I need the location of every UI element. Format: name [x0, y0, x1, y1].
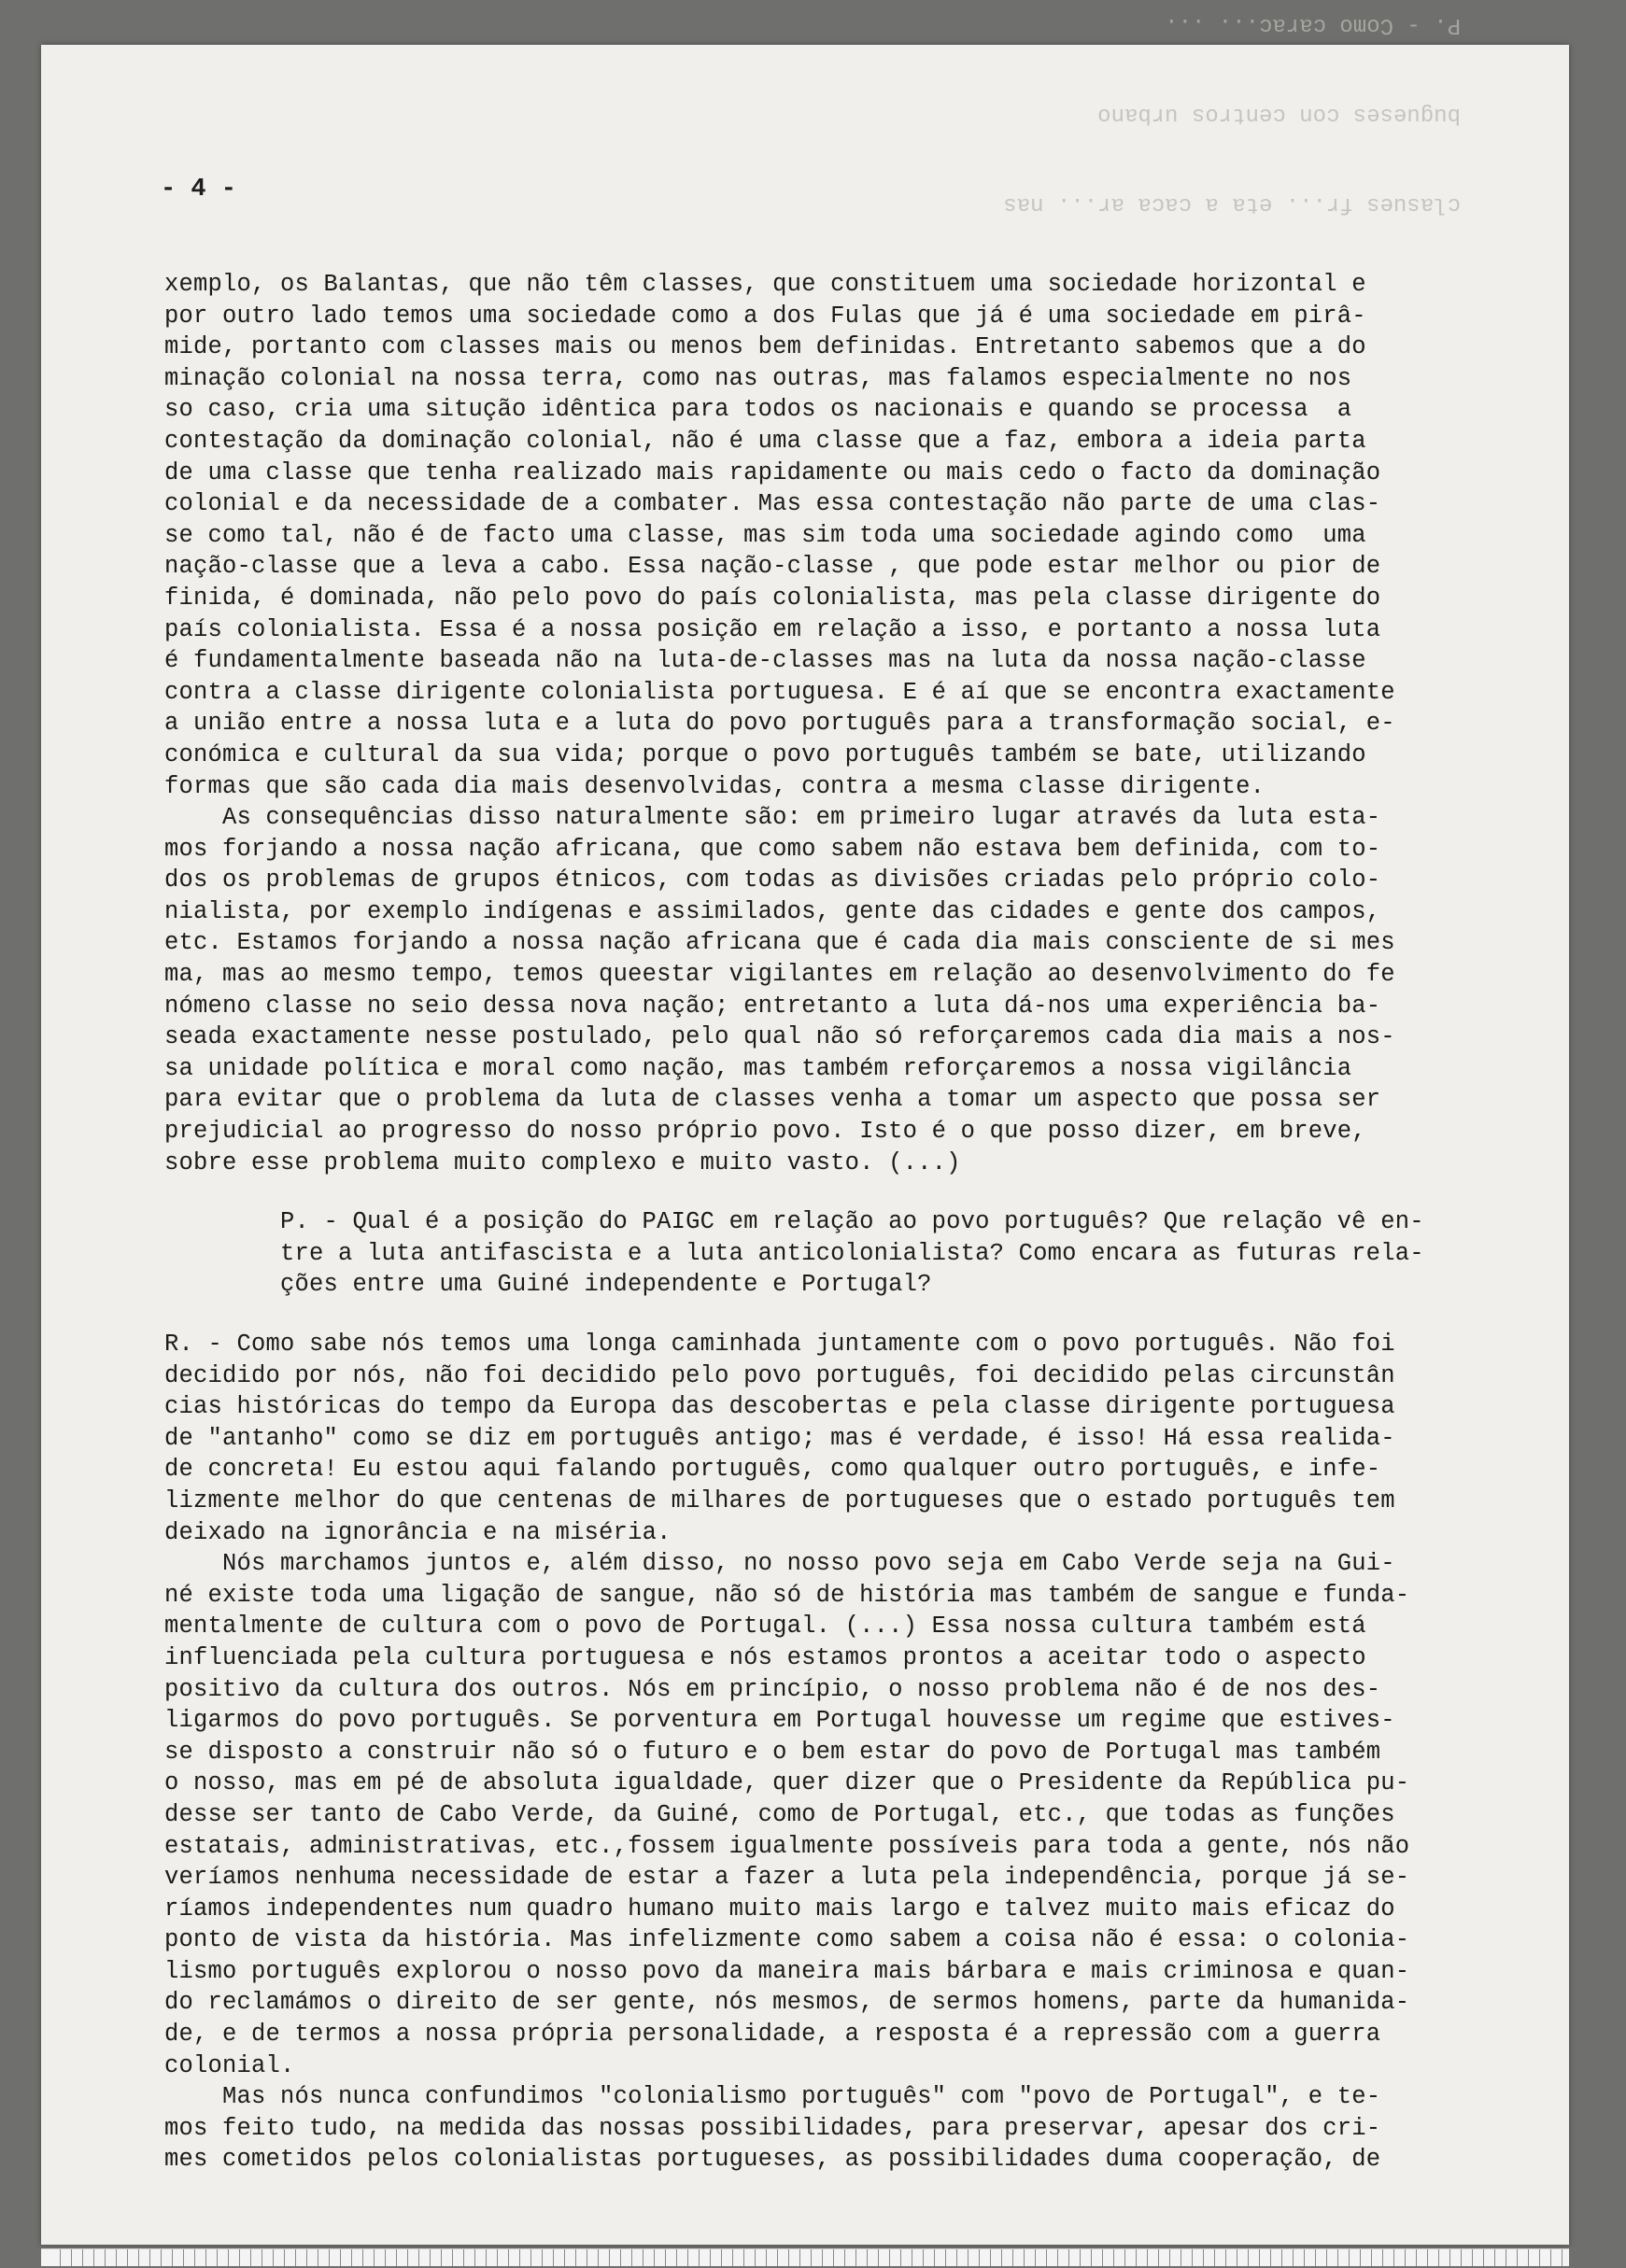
ruler-tick: [1102, 2249, 1103, 2266]
text-line: lismo português explorou o nosso povo da maneira mais bárbara e mais criminosa e quan-: [164, 1957, 1410, 1985]
answer-paragraph-2: [164, 1548, 1491, 2081]
ruler-tick: [1057, 2249, 1058, 2266]
text-line: de "antanho" como se diz em português antigo; mas é verdade, é isso! Há essa realida-: [164, 1424, 1395, 1452]
ruler-tick: [699, 2249, 700, 2266]
ruler-tick: [1147, 2249, 1148, 2266]
text-line: As consequências disso naturalmente são: em primeiro lugar através da luta esta-: [164, 804, 1381, 832]
text-line: positivo da cultura dos outros. Nós em princípio, o nosso problema não é de nos des-: [164, 1675, 1381, 1703]
ruler-tick: [273, 2249, 274, 2266]
ruler-tick: [665, 2249, 666, 2266]
ruler-tick: [777, 2249, 778, 2266]
ruler-tick: [900, 2249, 901, 2266]
text-line: contestação da dominação colonial, não é uma classe que a faz, embora a ideia parta: [164, 427, 1366, 455]
text-line: R. - Como sabe nós temos uma longa caminhada juntamente com o povo português. Não foi: [164, 1331, 1395, 1358]
ruler-tick: [609, 2249, 610, 2266]
text-line: ponto de vista da história. Mas infelizmente como sabem a coisa não é essa: o colonia-: [164, 1926, 1410, 1954]
ruler-tick: [687, 2249, 688, 2266]
ruler-tick: [945, 2249, 946, 2266]
text-line: conómica e cultural da sua vida; porque o povo português também se bate, utilizando: [164, 740, 1366, 768]
ruler-tick: [542, 2249, 543, 2266]
ruler-tick: [743, 2249, 744, 2266]
ruler-tick: [1192, 2249, 1193, 2266]
ruler-tick: [295, 2249, 296, 2266]
ruler-tick: [1315, 2249, 1316, 2266]
answer-paragraph-3: [164, 2081, 1491, 2176]
ruler-tick: [1068, 2249, 1069, 2266]
ruler-tick: [1438, 2249, 1439, 2266]
text-line: sa unidade política e moral como nação, mas também reforçaremos a nossa vigilância: [164, 1054, 1352, 1082]
ruler-tick: [228, 2249, 229, 2266]
ruler-tick: [553, 2249, 554, 2266]
ruler-tick: [1270, 2249, 1271, 2266]
page-number: - 4 -: [161, 176, 237, 204]
ruler-tick: [1539, 2249, 1540, 2266]
text-line: seada exactamente nesse postulado, pelo qual não só reforçaremos cada dia mais a nos-: [164, 1023, 1395, 1051]
ruler-tick: [463, 2249, 464, 2266]
text-line: mide, portanto com classes mais ou menos bem definidas. Entretanto sabemos que a do: [164, 333, 1366, 361]
text-line: do reclamámos o direito de ser gente, nós mesmos, de sermos homens, parte da humanida-: [164, 1989, 1410, 2017]
text-line: prejudicial ao progresso do nosso próprio povo. Isto é o que posso dizer, em breve,: [164, 1118, 1366, 1146]
ruler-tick: [486, 2249, 487, 2266]
ruler-tick: [620, 2249, 621, 2266]
ruler-tick: [598, 2249, 599, 2266]
ruler-tick: [82, 2249, 83, 2266]
ruler-tick: [452, 2249, 453, 2266]
ruler-tick: [1281, 2249, 1282, 2266]
text-line: etc. Estamos forjando a nossa nação africana que é cada dia mais consciente de si mes: [164, 929, 1395, 957]
ruler-tick: [1337, 2249, 1338, 2266]
ruler-tick: [1461, 2249, 1462, 2266]
ruler-tick: [710, 2249, 711, 2266]
ruler-tick: [990, 2249, 991, 2266]
ruler-tick: [1169, 2249, 1170, 2266]
ruler-tick: [116, 2249, 117, 2266]
text-line: colonial.: [164, 2051, 295, 2079]
text-line: a união entre a nossa luta e a luta do povo português para a transformação social, e-: [164, 710, 1395, 738]
ruler-tick: [1517, 2249, 1518, 2266]
ruler-tick: [631, 2249, 632, 2266]
ruler-tick: [474, 2249, 475, 2266]
text-line: ligarmos do povo português. Se porventura em Portugal houvesse um regime que estives-: [164, 1707, 1395, 1735]
ruler-tick: [1371, 2249, 1372, 2266]
ruler-tick: [676, 2249, 677, 2266]
answer-paragraph-1: [164, 1329, 1491, 1548]
ruler-tick: [822, 2249, 823, 2266]
text-line: de uma classe que tenha realizado mais rapidamente ou mais cedo o facto da dominação: [164, 458, 1381, 486]
text-line: decidido por nós, não foi decidido pelo povo português, foi decidido pelas circunstân: [164, 1361, 1395, 1389]
ruler-tick: [362, 2249, 363, 2266]
ruler-tick: [979, 2249, 980, 2266]
ruler-tick: [889, 2249, 890, 2266]
ruler-tick: [1113, 2249, 1114, 2266]
text-line: minação colonial na nossa terra, como nas outras, mas falamos especialmente no nos: [164, 364, 1352, 392]
ruler-tick: [418, 2249, 419, 2266]
text-line: país colonialista. Essa é a nossa posição em relação a isso, e portanto a nossa luta: [164, 615, 1381, 643]
text-line: xemplo, os Balantas, que não têm classes, que constituem uma sociedade horizontal e: [164, 271, 1366, 298]
ruler-tick: [105, 2249, 106, 2266]
ruler-tick: [407, 2249, 408, 2266]
ruler-tick: [1046, 2249, 1047, 2266]
text-line: finida, é dominada, não pelo povo do país colonialista, mas pela classe dirigente do: [164, 584, 1381, 612]
ruler-tick: [340, 2249, 341, 2266]
ruler-tick: [654, 2249, 655, 2266]
text-line: mos forjando a nossa nação africana, que como sabem não estava bem definida, com to-: [164, 835, 1381, 863]
ruler-tick: [441, 2249, 442, 2266]
text-line: o nosso, mas em pé de absoluta igualdade, quer dizer que o Presidente da República pu-: [164, 1769, 1410, 1797]
text-line: ções entre uma Guiné independente e Portugal?: [280, 1271, 932, 1299]
ruler-tick: [1550, 2249, 1551, 2266]
text-line: formas que são cada dia mais desenvolvidas, contra a mesma classe dirigente.: [164, 772, 1265, 800]
bleed-line: bugueses con centros urbano: [1097, 102, 1461, 127]
ruler-tick: [149, 2249, 150, 2266]
ruler-tick: [721, 2249, 722, 2266]
paragraph-2: [164, 802, 1491, 1178]
text-line: colonial e da necessidade de a combater. Mas essa contestação não parte de uma clas-: [164, 490, 1381, 518]
text-line: desse ser tanto de Cabo Verde, da Guiné, como de Portugal, etc., que todas as funções: [164, 1800, 1395, 1828]
text-line: lizmente melhor do que centenas de milhares de portugueses que o estado português tem: [164, 1486, 1395, 1514]
text-line: por outro lado temos uma sociedade como a dos Fulas que já é uma sociedade em pirâ-: [164, 302, 1366, 330]
ruler-tick: [968, 2249, 969, 2266]
ruler-tick: [194, 2249, 195, 2266]
text-line: mentalmente de cultura com o povo de Portugal. (...) Essa nossa cultura também está: [164, 1613, 1366, 1641]
ruler-tick: [1393, 2249, 1394, 2266]
text-line: Mas nós nunca confundimos "colonialismo português" com "povo de Portugal", e te-: [164, 2083, 1381, 2111]
text-line: ríamos independentes num quadro humano muito mais largo e talvez muito mais eficaz do: [164, 1895, 1395, 1923]
ruler-tick: [1124, 2249, 1125, 2266]
ruler-tick: [1225, 2249, 1226, 2266]
ruler-tick: [811, 2249, 812, 2266]
ruler-tick: [127, 2249, 128, 2266]
ruler-tick: [833, 2249, 834, 2266]
ruler-tick: [284, 2249, 285, 2266]
ruler-tick: [1528, 2249, 1529, 2266]
paragraph-1: [164, 269, 1491, 802]
ruler-tick: [575, 2249, 576, 2266]
ruler-tick: [1449, 2249, 1450, 2266]
bleed-through-text: [751, 12, 1461, 278]
text-line: veríamos nenhuma necessidade de estar a fazer a luta pela independência, porque já se-: [164, 1864, 1410, 1892]
text-line: P. - Qual é a posição do PAIGC em relação ao povo português? Que relação vê en-: [280, 1208, 1424, 1236]
question-paragraph: [164, 1206, 1491, 1301]
ruler-tick: [239, 2249, 240, 2266]
ruler-tick: [138, 2249, 139, 2266]
ruler-tick: [1091, 2249, 1092, 2266]
ruler-tick: [1349, 2249, 1350, 2266]
ruler-tick: [351, 2249, 352, 2266]
ruler-tick: [508, 2249, 509, 2266]
ruler-tick: [71, 2249, 72, 2266]
text-line: Nós marchamos juntos e, além disso, no nosso povo seja em Cabo Verde seja na Gui-: [164, 1550, 1395, 1578]
scan-ruler: [41, 2248, 1569, 2266]
bleed-line: clasues fr... eta a caca ar... nas: [1003, 191, 1461, 217]
ruler-tick: [396, 2249, 397, 2266]
ruler-tick: [250, 2249, 251, 2266]
ruler-tick: [1024, 2249, 1025, 2266]
ruler-tick: [867, 2249, 868, 2266]
ruler-tick: [1304, 2249, 1305, 2266]
ruler-tick: [1001, 2249, 1002, 2266]
text-line: se disposto a construir não só o futuro e o bem estar do povo de Portugal mas também: [164, 1738, 1381, 1766]
ruler-tick: [564, 2249, 565, 2266]
ruler-tick: [1012, 2249, 1013, 2266]
text-line: mos feito tudo, na medida das nossas possibilidades, para preservar, apesar dos cri-: [164, 2114, 1381, 2142]
ruler-tick: [497, 2249, 498, 2266]
text-line: deixado na ignorância e na miséria.: [164, 1518, 672, 1546]
text-line: nialista, por exemplo indígenas e assimilados, gente das cidades e gente dos campos,: [164, 897, 1381, 925]
ruler-tick: [1248, 2249, 1249, 2266]
text-line: so caso, cria uma situção idêntica para todos os nacionais e quando se processa a: [164, 396, 1352, 424]
ruler-tick: [306, 2249, 307, 2266]
body-text: [164, 269, 1491, 2176]
ruler-tick: [205, 2249, 206, 2266]
text-line: né existe toda uma ligação de sangue, não só de história mas também de sangue e funda-: [164, 1581, 1410, 1609]
ruler-tick: [855, 2249, 856, 2266]
ruler-tick: [1382, 2249, 1383, 2266]
text-line: sobre esse problema muito complexo e muito vasto. (...): [164, 1148, 961, 1176]
ruler-tick: [519, 2249, 520, 2266]
ruler-tick: [1494, 2249, 1495, 2266]
text-line: contra a classe dirigente colonialista portuguesa. E é aí que se encontra exactamente: [164, 678, 1395, 706]
ruler-tick: [766, 2249, 767, 2266]
ruler-tick: [172, 2249, 173, 2266]
ruler-tick: [1427, 2249, 1428, 2266]
ruler-tick: [1158, 2249, 1159, 2266]
text-line: ma, mas ao mesmo tempo, temos queestar vigilantes em relação ao desenvolvimento do fe: [164, 961, 1395, 989]
text-line: é fundamentalmente baseada não na luta-de-classes mas na luta da nossa nação-classe: [164, 647, 1366, 675]
ruler-tick: [878, 2249, 879, 2266]
ruler-tick: [732, 2249, 733, 2266]
ruler-tick: [844, 2249, 845, 2266]
ruler-tick: [1214, 2249, 1215, 2266]
ruler-tick: [530, 2249, 531, 2266]
ruler-tick: [923, 2249, 924, 2266]
ruler-tick: [1259, 2249, 1260, 2266]
ruler-tick: [329, 2249, 330, 2266]
text-line: se como tal, não é de facto uma classe, mas sim toda uma sociedade agindo como uma: [164, 521, 1366, 549]
ruler-tick: [1405, 2249, 1406, 2266]
ruler-tick: [755, 2249, 756, 2266]
ruler-tick: [1035, 2249, 1036, 2266]
ruler-tick: [1360, 2249, 1361, 2266]
text-line: tre a luta antifascista e a luta anticolonialista? Como encara as futuras rela-: [280, 1239, 1424, 1267]
ruler-tick: [1136, 2249, 1137, 2266]
text-line: influenciada pela cultura portuguesa e nós estamos prontos a aceitar todo o aspecto: [164, 1643, 1366, 1671]
text-line: para evitar que o problema da luta de classes venha a tomar um aspecto que possa ser: [164, 1086, 1381, 1114]
text-line: cias históricas do tempo da Europa das descobertas e pela classe dirigente portuguesa: [164, 1393, 1395, 1421]
bleed-line: P. - Como carac... ...: [1165, 12, 1461, 37]
ruler-tick: [1472, 2249, 1473, 2266]
ruler-tick: [1203, 2249, 1204, 2266]
ruler-tick: [1080, 2249, 1081, 2266]
document-page: [41, 12, 1569, 2245]
ruler-tick: [934, 2249, 935, 2266]
ruler-tick: [1326, 2249, 1327, 2266]
ruler-tick: [183, 2249, 184, 2266]
ruler-tick: [93, 2249, 94, 2266]
ruler-tick: [1483, 2249, 1484, 2266]
ruler-tick: [60, 2249, 61, 2266]
ruler-tick: [385, 2249, 386, 2266]
text-line: nação-classe que a leva a cabo. Essa nação-classe , que pode estar melhor ou pior de: [164, 553, 1381, 581]
text-line: mes cometidos pelos colonialistas portugueses, as possibilidades duma cooperação, de: [164, 2146, 1381, 2174]
ruler-tick: [217, 2249, 218, 2266]
text-line: nómeno classe no seio dessa nova nação; entretanto a luta dá-nos uma experiência ba-: [164, 992, 1381, 1020]
text-line: de, e de termos a nossa própria personalidade, a resposta é a repressão com a guerra: [164, 2021, 1381, 2049]
ruler-tick: [1293, 2249, 1294, 2266]
ruler-tick: [956, 2249, 957, 2266]
ruler-tick: [799, 2249, 800, 2266]
ruler-tick: [374, 2249, 375, 2266]
text-line: de concreta! Eu estou aqui falando português, como qualquer outro português, e infe-: [164, 1456, 1381, 1484]
ruler-tick: [430, 2249, 431, 2266]
text-line: dos os problemas de grupos étnicos, com todas as divisões criadas pelo próprio colo-: [164, 866, 1381, 895]
ruler-tick: [788, 2249, 789, 2266]
ruler-tick: [1416, 2249, 1417, 2266]
text-line: estatais, administrativas, etc.,fossem igualmente possíveis para toda a gente, nós não: [164, 1832, 1410, 1860]
ruler-tick: [161, 2249, 162, 2266]
